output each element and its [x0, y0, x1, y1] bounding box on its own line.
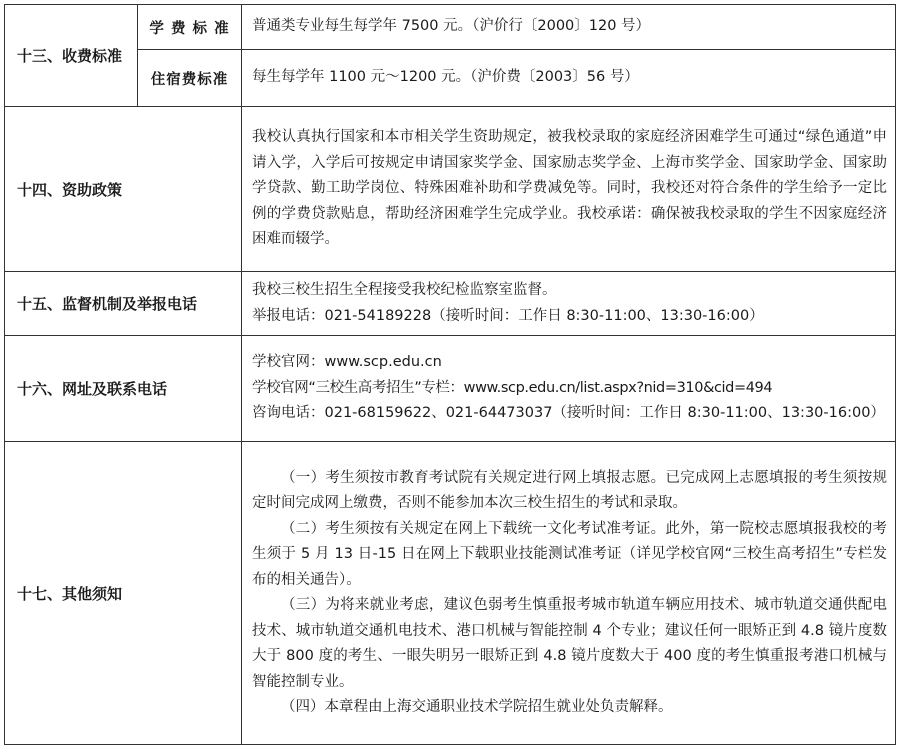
- row-other-notes: [5, 442, 896, 745]
- supervision-text: 我校三校生招生全程接受我校纪检监察室监督。: [252, 282, 557, 298]
- supervision-cell: [242, 272, 896, 336]
- note-4: （四）本章程由上海交通职业技术学院招生就业处负责解释。: [281, 699, 673, 715]
- section-16-title: 十六、网址及联系电话: [5, 336, 242, 442]
- contact-cell: [242, 336, 896, 442]
- tuition-text: 普通类专业每生每学年 7500 元。（沪价行〔2000〕120 号）: [242, 5, 896, 50]
- financial-aid-cell: [242, 107, 896, 272]
- admission-rules-table: [4, 4, 896, 745]
- row-tuition: [5, 5, 896, 50]
- note-1: （一）考生须按市教育考试院有关规定进行网上填报志愿。已完成网上志愿填报的考生须按规定时间完成网上缴费，否则不能参加本次三校生招生的考试和录取。: [252, 469, 887, 511]
- report-phone-text: 举报电话：021-54189228（接听时间：工作日 8:30-11:00、13:30-16:00）: [252, 307, 764, 324]
- note-3: （三）为将来就业考虑，建议色弱考生慎重报考城市轨道车辆应用技术、城市轨道交通供配电技术、城市轨道交通机电技术、港口机械与智能控制 4 个专业；建议任何一眼矫正到 4.8 镜片度数大于 800 度的考生、一眼失明另一眼矫正到 4.8 镜片度数大于 400 度的考生慎重报考港口机械与智能控制专业。: [252, 597, 887, 690]
- row-financial-aid: [5, 107, 896, 272]
- row-lodging: [5, 50, 896, 107]
- note-2: （二）考生须按有关规定在网上下载统一文化考试准考证。此外，第一院校志愿填报我校的考生须于 5 月 13 日-15 日在网上下载职业技能测试准考证（详见学校官网“三校生高考招生”专栏发布的相关通告）。: [252, 520, 887, 588]
- section-17-title: 十七、其他须知: [5, 442, 242, 745]
- website-text: 学校官网：www.scp.edu.cn: [252, 354, 442, 371]
- row-contact: [5, 336, 896, 442]
- section-14-title: 十四、资助政策: [5, 107, 242, 272]
- section-15-title: 十五、监督机制及举报电话: [5, 272, 242, 336]
- column-url-text: 学校官网“三校生高考招生”专栏：www.scp.edu.cn/list.aspx?nid=310&cid=494: [252, 379, 773, 396]
- tuition-label: 学 费 标 准: [138, 5, 242, 50]
- row-supervision: [5, 272, 896, 336]
- lodging-text: 每生每学年 1100 元～1200 元。（沪价费〔2003〕56 号）: [242, 50, 896, 107]
- financial-aid-text: 我校认真执行国家和本市相关学生资助规定，被我校录取的家庭经济困难学生可通过“绿色通道”申请入学，入学后可按规定申请国家奖学金、国家励志奖学金、上海市奖学金、国家助学金、国家助学贷款、勤工助学岗位、特殊困难补助和学费减免等。同时，我校还对符合条件的学生给予一定比例的学费贷款贴息，帮助经济困难学生完成学业。我校承诺：确保被我校录取的学生不因家庭经济困难而辍学。: [252, 129, 887, 248]
- lodging-label: 住宿费标准: [138, 50, 242, 107]
- consult-phone-text: 咨询电话：021-68159622、021-64473037（接听时间：工作日 8:30-11:00、13:30-16:00）: [252, 405, 885, 422]
- section-13-title: 十三、收费标准: [5, 5, 138, 107]
- other-notes-cell: [242, 442, 896, 745]
